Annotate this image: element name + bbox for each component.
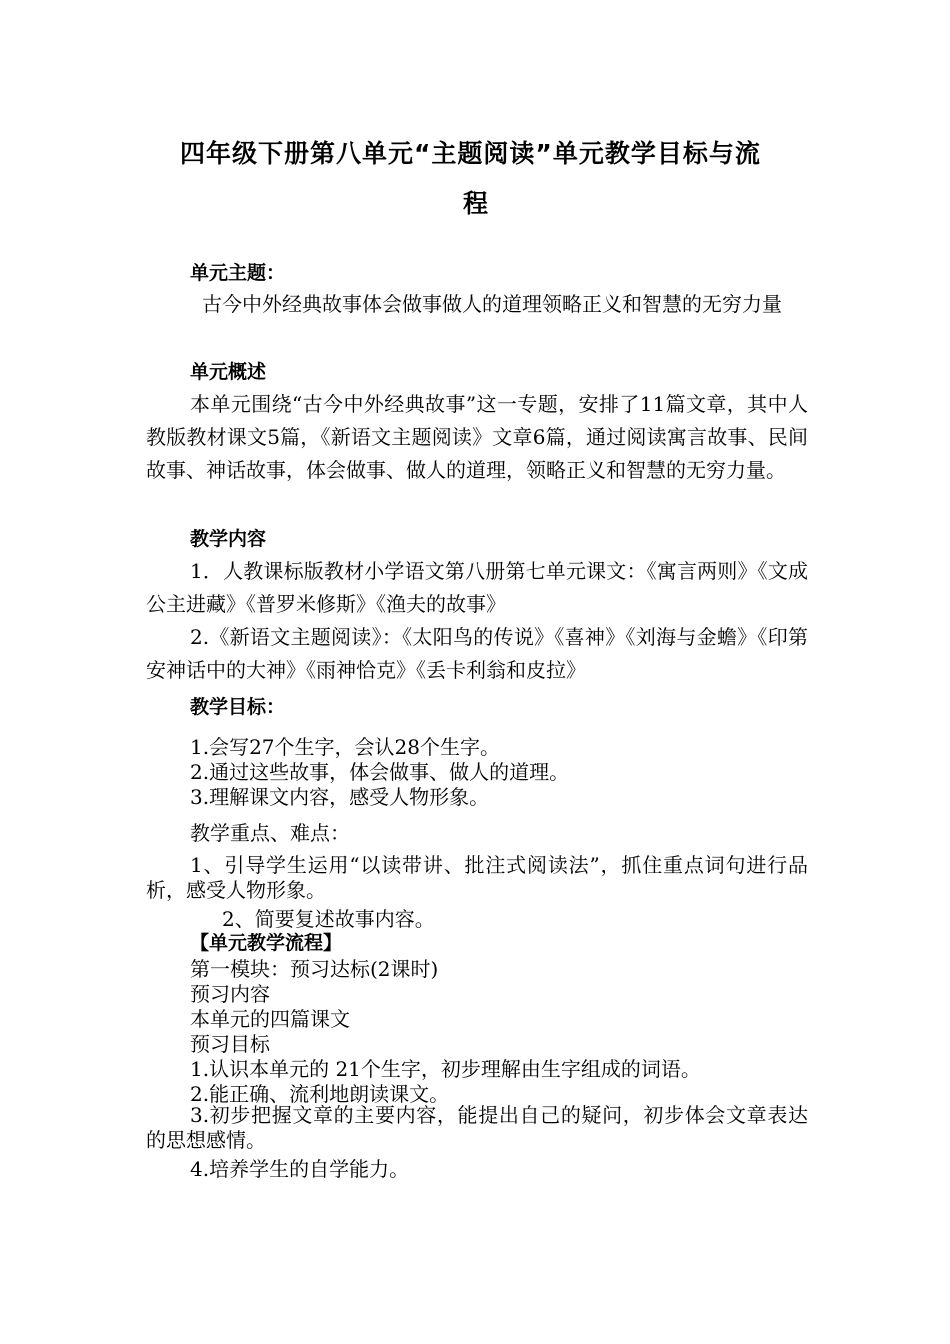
theme-heading: 单元主题： [190,262,286,284]
goal-item-3: 3.理解课文内容，感受人物形象。 [190,785,490,809]
preview-goal-4: 4.培养学生的自学能力。 [190,1157,410,1181]
key-point-1: 1、引导学生运用“以读带讲、批注式阅读法”，抓住重点词句进行品析，感受人物形象。 [146,853,808,902]
goals-heading: 教学目标： [190,696,286,718]
content-item-2: 2.《新语文主题阅读》：《太阳鸟的传说》《喜神》《刘海与金蟾》《印第安神话中的大神》《雨神恰克》《丢卡利翁和皮拉》 [146,625,808,682]
module-1-title: 第一模块：预习达标(2课时) [190,957,439,981]
goal-item-1: 1.会写27个生字，会认28个生字。 [190,735,500,759]
goal-item-2: 2.通过这些故事，体会做事、做人的道理。 [190,760,570,784]
key-points-heading: 教学重点、难点： [190,821,350,845]
preview-goal-2: 2.能正确、流利地朗读课文。 [190,1082,450,1106]
document-title-line-1: 四年级下册第八单元“主题阅读”单元教学目标与流 [180,139,761,168]
preview-goal-3: 3.初步把握文章的主要内容，能提出自己的疑问，初步体会文章表达的思想感情。 [146,1103,808,1152]
preview-goal-label: 预习目标 [190,1032,270,1056]
key-point-2: 2、简要复述故事内容。 [222,907,435,931]
preview-content-label: 预习内容 [190,982,270,1006]
overview-text: 本单元围绕“古今中外经典故事”这一专题，安排了11篇文章，其中人教版教材课文5篇，《新语文主题阅读》文章6篇，通过阅读寓言故事、民间故事、神话故事，体会做事、做人的道理，领略正义和智慧的无穷力量。 [146,392,808,482]
document-title-line-2: 程 [462,189,489,218]
content-item-1: 1．人教课标版教材小学语文第八册第七单元课文：《寓言两则》《文成公主进藏》《普罗米修斯》《渔夫的故事》 [146,559,808,616]
preview-goal-1: 1.认识本单元的 21个生字，初步理解由生字组成的词语。 [190,1057,701,1081]
preview-content: 本单元的四篇课文 [190,1007,350,1031]
theme-text: 古今中外经典故事体会做事做人的道理领略正义和智慧的无穷力量 [202,292,782,316]
content-heading: 教学内容 [190,528,267,550]
flow-heading: 【单元教学流程】 [190,932,343,954]
overview-heading: 单元概述 [190,361,267,383]
